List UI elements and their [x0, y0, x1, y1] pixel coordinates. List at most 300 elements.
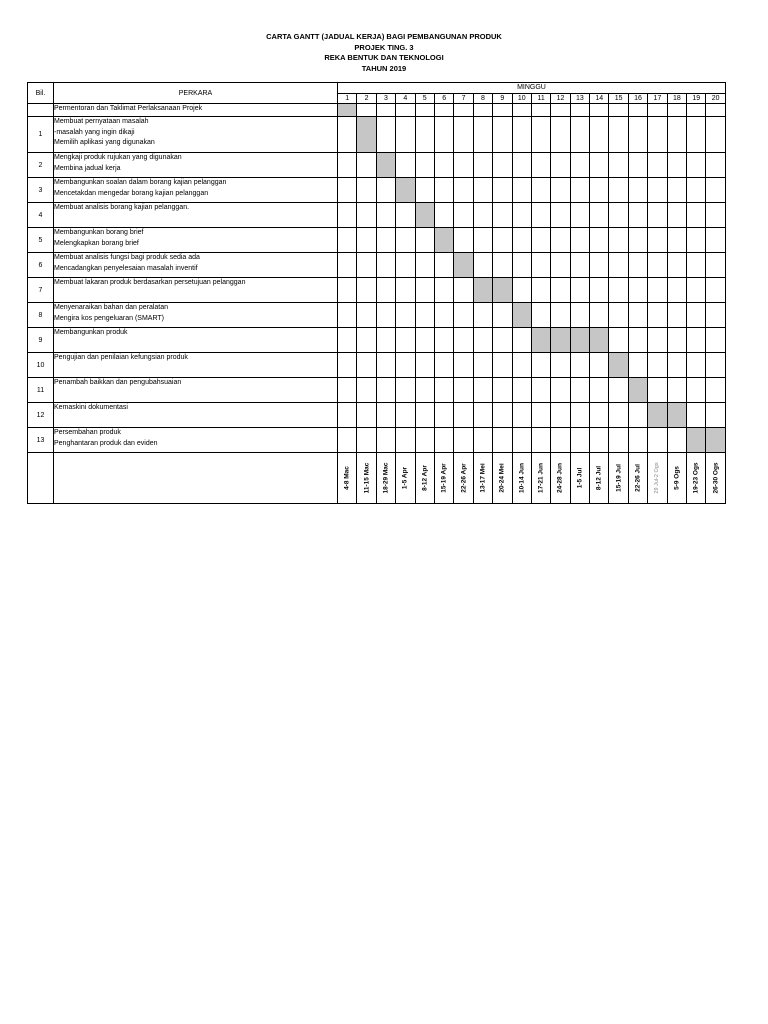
gantt-empty-cell: [357, 403, 376, 428]
gantt-empty-cell: [628, 104, 647, 117]
gantt-empty-cell: [570, 228, 589, 253]
task-line: Membina jadual kerja: [54, 164, 121, 172]
gantt-empty-cell: [648, 378, 667, 403]
gantt-empty-cell: [531, 228, 550, 253]
task-row: [28, 328, 726, 353]
gantt-empty-cell: [648, 178, 667, 203]
gantt-empty-cell: [531, 378, 550, 403]
gantt-empty-cell: [667, 378, 686, 403]
gantt-empty-cell: [376, 117, 395, 153]
task-row: [28, 428, 726, 453]
gantt-empty-cell: [551, 117, 570, 153]
gantt-empty-cell: [396, 428, 415, 453]
gantt-empty-cell: [434, 253, 453, 278]
gantt-empty-cell: [706, 153, 725, 178]
gantt-empty-cell: [415, 278, 434, 303]
header-perkara: PERKARA: [54, 83, 338, 104]
task-description: [54, 353, 338, 378]
gantt-empty-cell: [357, 178, 376, 203]
gantt-empty-cell: [338, 378, 357, 403]
gantt-bar-cell: [687, 428, 706, 453]
gantt-empty-cell: [473, 253, 492, 278]
week-date-cell: [706, 453, 725, 504]
task-row: [28, 378, 726, 403]
gantt-empty-cell: [454, 428, 473, 453]
gantt-bar-cell: [473, 278, 492, 303]
gantt-empty-cell: [473, 303, 492, 328]
gantt-empty-cell: [415, 153, 434, 178]
gantt-empty-cell: [473, 104, 492, 117]
week-number: 13: [570, 94, 589, 104]
gantt-empty-cell: [531, 353, 550, 378]
task-line: Membuat lakaran produk berdasarkan persetujuan pelanggan: [54, 279, 246, 286]
gantt-empty-cell: [628, 253, 647, 278]
gantt-empty-cell: [376, 328, 395, 353]
gantt-bar-cell: [338, 104, 357, 117]
week-number: 4: [396, 94, 415, 104]
gantt-empty-cell: [473, 153, 492, 178]
gantt-empty-cell: [512, 253, 531, 278]
gantt-empty-cell: [531, 153, 550, 178]
task-row: [28, 303, 726, 328]
task-bil: 7: [28, 278, 54, 303]
gantt-empty-cell: [434, 117, 453, 153]
gantt-empty-cell: [434, 353, 453, 378]
gantt-empty-cell: [512, 117, 531, 153]
gantt-empty-cell: [570, 203, 589, 228]
gantt-bar-cell: [376, 153, 395, 178]
gantt-empty-cell: [706, 203, 725, 228]
week-date-cell: [531, 453, 550, 504]
gantt-empty-cell: [338, 153, 357, 178]
gantt-empty-cell: [512, 353, 531, 378]
week-date-cell: [628, 453, 647, 504]
gantt-empty-cell: [590, 278, 609, 303]
gantt-empty-cell: [706, 328, 725, 353]
gantt-empty-cell: [609, 278, 628, 303]
task-line: Mengkaji produk rujukan yang digunakan: [54, 154, 182, 161]
gantt-empty-cell: [590, 253, 609, 278]
gantt-empty-cell: [396, 253, 415, 278]
gantt-empty-cell: [590, 104, 609, 117]
task-line: Mengira kos pengeluaran (SMART): [54, 314, 164, 322]
task-bil: 6: [28, 253, 54, 278]
gantt-empty-cell: [493, 303, 512, 328]
gantt-bar-cell: [570, 328, 589, 353]
gantt-empty-cell: [531, 278, 550, 303]
week-number: 8: [473, 94, 492, 104]
gantt-empty-cell: [493, 428, 512, 453]
gantt-empty-cell: [415, 403, 434, 428]
gantt-empty-cell: [357, 104, 376, 117]
gantt-empty-cell: [357, 153, 376, 178]
gantt-empty-cell: [706, 253, 725, 278]
gantt-empty-cell: [551, 428, 570, 453]
gantt-empty-cell: [454, 278, 473, 303]
week-date-cell: [512, 453, 531, 504]
gantt-empty-cell: [551, 104, 570, 117]
title-line-1: CARTA GANTT (JADUAL KERJA) BAGI PEMBANGUNAN PRODUK: [266, 32, 502, 41]
gantt-empty-cell: [338, 328, 357, 353]
week-number: 12: [551, 94, 570, 104]
gantt-empty-cell: [512, 328, 531, 353]
task-row: [28, 403, 726, 428]
gantt-empty-cell: [338, 353, 357, 378]
task-row: [28, 178, 726, 203]
gantt-empty-cell: [512, 403, 531, 428]
gantt-table: [27, 82, 726, 504]
gantt-empty-cell: [687, 278, 706, 303]
gantt-empty-cell: [570, 153, 589, 178]
gantt-bar-cell: [415, 203, 434, 228]
gantt-empty-cell: [628, 428, 647, 453]
gantt-empty-cell: [628, 403, 647, 428]
task-description: [54, 153, 338, 178]
gantt-empty-cell: [512, 178, 531, 203]
gantt-empty-cell: [493, 253, 512, 278]
week-date-label: 10-14 Jun: [518, 463, 526, 493]
week-number: 5: [415, 94, 434, 104]
gantt-empty-cell: [473, 328, 492, 353]
task-line: Membuat analisis fungsi bagi produk sedia ada: [54, 254, 200, 261]
gantt-empty-cell: [551, 403, 570, 428]
week-date-cell: [590, 453, 609, 504]
week-date-label: 8-12 Jul: [595, 465, 603, 491]
week-number: 9: [493, 94, 512, 104]
gantt-empty-cell: [357, 253, 376, 278]
gantt-empty-cell: [667, 428, 686, 453]
gantt-empty-cell: [706, 353, 725, 378]
task-row: [28, 228, 726, 253]
task-bil: 13: [28, 428, 54, 453]
gantt-empty-cell: [687, 117, 706, 153]
gantt-empty-cell: [570, 104, 589, 117]
gantt-empty-cell: [531, 428, 550, 453]
gantt-empty-cell: [590, 228, 609, 253]
week-date-label: 17-21 Jun: [537, 463, 545, 493]
gantt-empty-cell: [376, 378, 395, 403]
gantt-empty-cell: [493, 178, 512, 203]
gantt-empty-cell: [609, 203, 628, 228]
chart-title-block: [0, 32, 768, 74]
gantt-empty-cell: [473, 403, 492, 428]
task-row: [28, 278, 726, 303]
task-line: Penghantaran produk dan eviden: [54, 439, 158, 447]
gantt-bar-cell: [590, 328, 609, 353]
gantt-empty-cell: [376, 253, 395, 278]
week-date-cell: [687, 453, 706, 504]
gantt-empty-cell: [570, 253, 589, 278]
task-description: [54, 278, 338, 303]
gantt-bar-cell: [434, 228, 453, 253]
date-row-bil-blank: [28, 453, 54, 504]
gantt-empty-cell: [512, 104, 531, 117]
gantt-empty-cell: [512, 153, 531, 178]
gantt-empty-cell: [667, 253, 686, 278]
gantt-empty-cell: [706, 117, 725, 153]
gantt-empty-cell: [415, 253, 434, 278]
gantt-empty-cell: [648, 253, 667, 278]
gantt-empty-cell: [512, 378, 531, 403]
gantt-empty-cell: [628, 328, 647, 353]
task-description: [54, 403, 338, 428]
gantt-empty-cell: [570, 353, 589, 378]
gantt-empty-cell: [473, 428, 492, 453]
gantt-empty-cell: [473, 117, 492, 153]
gantt-empty-cell: [454, 328, 473, 353]
gantt-empty-cell: [570, 428, 589, 453]
gantt-empty-cell: [687, 228, 706, 253]
gantt-empty-cell: [473, 178, 492, 203]
gantt-empty-cell: [531, 203, 550, 228]
task-line: Persembahan produk: [54, 429, 121, 436]
gantt-empty-cell: [357, 378, 376, 403]
gantt-empty-cell: [396, 153, 415, 178]
gantt-empty-cell: [551, 228, 570, 253]
gantt-empty-cell: [434, 303, 453, 328]
task-row: [28, 104, 726, 117]
week-date-label: 15-19 Jul: [615, 464, 623, 492]
gantt-empty-cell: [551, 203, 570, 228]
task-bil: 9: [28, 328, 54, 353]
task-description: [54, 117, 338, 153]
task-row: [28, 153, 726, 178]
week-date-cell: [415, 453, 434, 504]
gantt-empty-cell: [338, 428, 357, 453]
gantt-empty-cell: [493, 104, 512, 117]
gantt-empty-cell: [687, 378, 706, 403]
week-date-cell: [434, 453, 453, 504]
week-date-cell: [357, 453, 376, 504]
task-bil: 11: [28, 378, 54, 403]
gantt-empty-cell: [706, 228, 725, 253]
gantt-empty-cell: [454, 117, 473, 153]
task-description: [54, 328, 338, 353]
gantt-empty-cell: [687, 153, 706, 178]
week-date-label: 15-19 Apr: [440, 463, 448, 493]
gantt-empty-cell: [396, 203, 415, 228]
week-date-cell: [493, 453, 512, 504]
gantt-empty-cell: [396, 378, 415, 403]
gantt-empty-cell: [551, 253, 570, 278]
task-description: [54, 303, 338, 328]
gantt-empty-cell: [570, 117, 589, 153]
gantt-empty-cell: [590, 178, 609, 203]
gantt-empty-cell: [357, 303, 376, 328]
gantt-empty-cell: [376, 353, 395, 378]
week-number: 18: [667, 94, 686, 104]
task-line: Kemaskini dokumentasi: [54, 404, 128, 411]
gantt-empty-cell: [609, 303, 628, 328]
gantt-bar-cell: [512, 303, 531, 328]
task-line: Mencetakdan mengedar borang kajian pelanggan: [54, 189, 209, 197]
gantt-empty-cell: [357, 228, 376, 253]
gantt-empty-cell: [376, 104, 395, 117]
gantt-empty-cell: [415, 117, 434, 153]
gantt-empty-cell: [396, 403, 415, 428]
task-line: Membuat pernyataan masalah: [54, 118, 149, 125]
gantt-empty-cell: [434, 328, 453, 353]
gantt-empty-cell: [687, 203, 706, 228]
gantt-empty-cell: [338, 117, 357, 153]
gantt-bar-cell: [706, 428, 725, 453]
gantt-empty-cell: [493, 353, 512, 378]
week-number: 1: [338, 94, 357, 104]
task-bil: 12: [28, 403, 54, 428]
gantt-empty-cell: [687, 328, 706, 353]
task-description: [54, 428, 338, 453]
gantt-empty-cell: [628, 153, 647, 178]
gantt-empty-cell: [454, 203, 473, 228]
task-bil: 10: [28, 353, 54, 378]
gantt-empty-cell: [338, 203, 357, 228]
gantt-empty-cell: [512, 278, 531, 303]
week-date-label: 8-12 Apr: [421, 465, 429, 491]
gantt-empty-cell: [570, 378, 589, 403]
gantt-empty-cell: [706, 403, 725, 428]
gantt-empty-cell: [590, 353, 609, 378]
gantt-empty-cell: [396, 353, 415, 378]
gantt-empty-cell: [706, 278, 725, 303]
task-line: Pengujian dan penilaian kefungsian produk: [54, 354, 188, 361]
gantt-empty-cell: [454, 153, 473, 178]
gantt-empty-cell: [590, 428, 609, 453]
gantt-empty-cell: [493, 203, 512, 228]
gantt-empty-cell: [628, 203, 647, 228]
week-number: 14: [590, 94, 609, 104]
gantt-empty-cell: [376, 178, 395, 203]
task-line: Membangunkan soalan dalam borang kajian pelanggan: [54, 179, 227, 186]
gantt-empty-cell: [376, 278, 395, 303]
gantt-empty-cell: [531, 104, 550, 117]
gantt-body: [28, 104, 726, 504]
week-date-label: 13-17 Mei: [479, 463, 487, 493]
week-date-cell: [667, 453, 686, 504]
gantt-bar-cell: [667, 403, 686, 428]
task-description: [54, 104, 338, 117]
week-number: 10: [512, 94, 531, 104]
task-line: Memilih aplikasi yang digunakan: [54, 139, 155, 147]
gantt-empty-cell: [570, 278, 589, 303]
week-date-cell: [396, 453, 415, 504]
task-line: Membangunkan produk: [54, 329, 128, 336]
week-date-label: 22-26 Apr: [460, 463, 468, 493]
gantt-empty-cell: [667, 228, 686, 253]
gantt-empty-cell: [551, 303, 570, 328]
task-description: [54, 178, 338, 203]
gantt-empty-cell: [493, 403, 512, 428]
gantt-empty-cell: [570, 178, 589, 203]
gantt-empty-cell: [628, 353, 647, 378]
gantt-empty-cell: [434, 378, 453, 403]
gantt-empty-cell: [396, 117, 415, 153]
task-line: Menyenaraikan bahan dan peralatan: [54, 304, 169, 311]
gantt-empty-cell: [667, 153, 686, 178]
gantt-empty-cell: [396, 104, 415, 117]
gantt-empty-cell: [531, 178, 550, 203]
gantt-empty-cell: [590, 203, 609, 228]
gantt-bar-cell: [531, 328, 550, 353]
gantt-empty-cell: [590, 153, 609, 178]
gantt-empty-cell: [628, 117, 647, 153]
gantt-empty-cell: [687, 178, 706, 203]
gantt-empty-cell: [338, 253, 357, 278]
gantt-bar-cell: [493, 278, 512, 303]
task-line: Membangunkan borang brief: [54, 229, 144, 236]
week-date-cell: [454, 453, 473, 504]
week-date-label: 4-8 Mac: [343, 466, 351, 490]
week-date-label: 11-15 Mac: [363, 462, 371, 494]
task-line: Mencadangkan penyelesaian masalah inventif: [54, 264, 198, 272]
gantt-empty-cell: [415, 228, 434, 253]
gantt-empty-cell: [609, 178, 628, 203]
gantt-empty-cell: [667, 104, 686, 117]
gantt-empty-cell: [454, 378, 473, 403]
gantt-empty-cell: [667, 328, 686, 353]
gantt-empty-cell: [551, 178, 570, 203]
gantt-empty-cell: [648, 353, 667, 378]
week-number: 20: [706, 94, 725, 104]
gantt-empty-cell: [609, 253, 628, 278]
gantt-empty-cell: [531, 403, 550, 428]
gantt-empty-cell: [590, 303, 609, 328]
gantt-empty-cell: [454, 403, 473, 428]
header-bil: Bil.: [28, 83, 54, 104]
gantt-empty-cell: [415, 353, 434, 378]
task-description: [54, 228, 338, 253]
gantt-empty-cell: [628, 228, 647, 253]
gantt-empty-cell: [454, 104, 473, 117]
week-number: 3: [376, 94, 395, 104]
gantt-bar-cell: [396, 178, 415, 203]
gantt-empty-cell: [434, 104, 453, 117]
task-line: Permentoran dan Taklimat Perlaksanaan Projek: [54, 105, 203, 112]
gantt-empty-cell: [628, 303, 647, 328]
gantt-bar-cell: [357, 117, 376, 153]
gantt-empty-cell: [415, 378, 434, 403]
gantt-empty-cell: [512, 203, 531, 228]
gantt-empty-cell: [706, 303, 725, 328]
gantt-empty-cell: [531, 303, 550, 328]
task-line: -masalah yang ingin dikaji: [54, 128, 135, 136]
week-date-cell: [551, 453, 570, 504]
gantt-empty-cell: [493, 328, 512, 353]
gantt-empty-cell: [338, 303, 357, 328]
gantt-empty-cell: [531, 253, 550, 278]
gantt-empty-cell: [434, 278, 453, 303]
gantt-empty-cell: [648, 203, 667, 228]
gantt-empty-cell: [687, 104, 706, 117]
gantt-empty-cell: [648, 228, 667, 253]
week-number: 7: [454, 94, 473, 104]
week-number: 11: [531, 94, 550, 104]
task-bil: 1: [28, 117, 54, 153]
week-date-label: 26-30 Ogs: [712, 462, 720, 494]
gantt-empty-cell: [609, 117, 628, 153]
gantt-empty-cell: [396, 328, 415, 353]
week-date-cell: [338, 453, 357, 504]
week-date-label: 19-23 Ogs: [692, 462, 700, 494]
gantt-empty-cell: [609, 153, 628, 178]
gantt-empty-cell: [493, 378, 512, 403]
gantt-empty-cell: [667, 117, 686, 153]
task-bil: 8: [28, 303, 54, 328]
gantt-empty-cell: [687, 353, 706, 378]
title-line-4: TAHUN 2019: [361, 63, 407, 73]
gantt-empty-cell: [338, 403, 357, 428]
week-date-label: 18-29 Mac: [382, 462, 390, 494]
gantt-empty-cell: [609, 228, 628, 253]
